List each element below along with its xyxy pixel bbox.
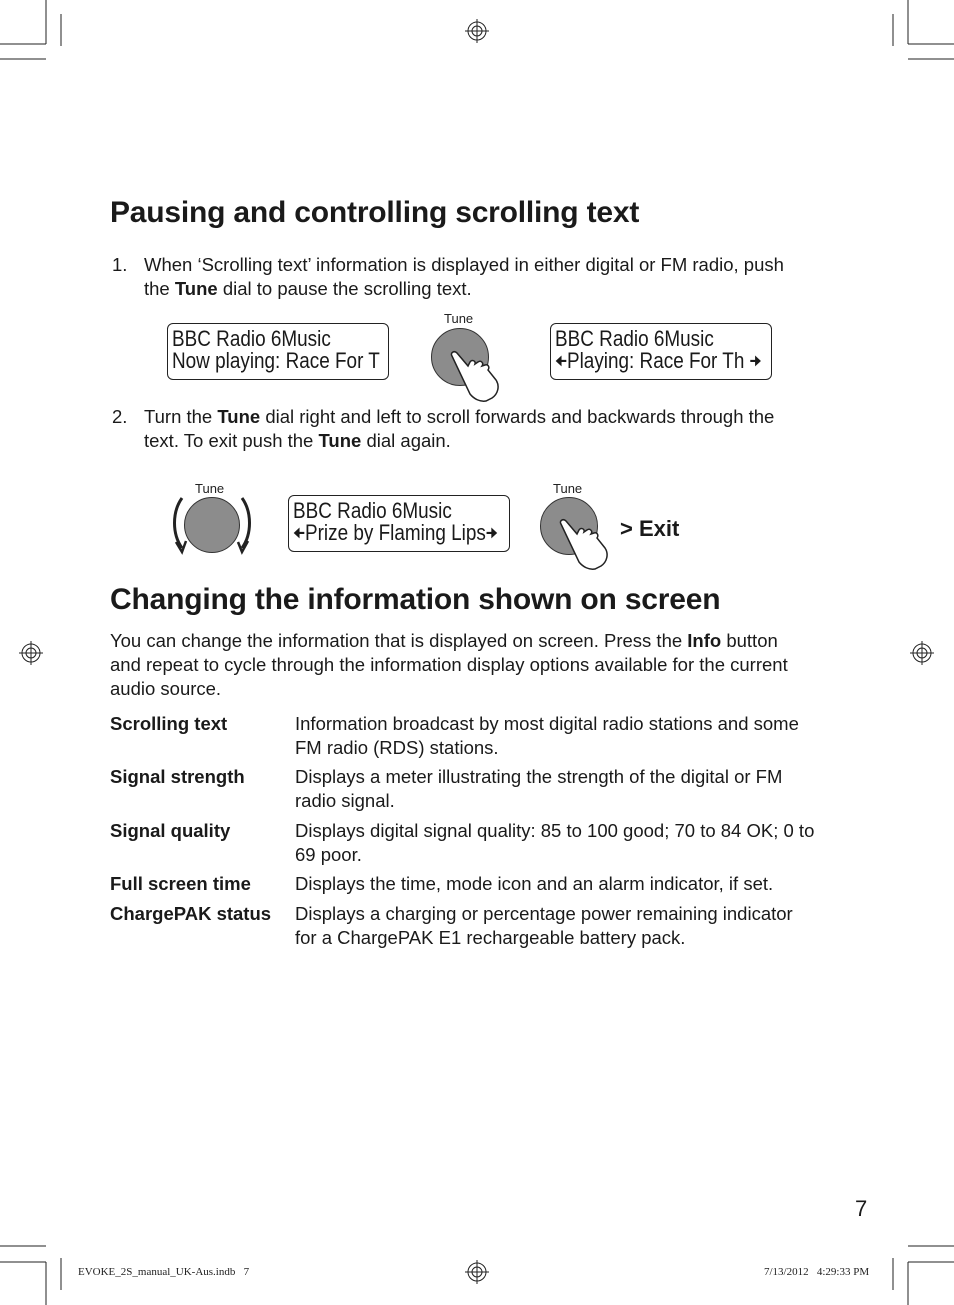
registration-mark-top xyxy=(465,19,489,43)
pressing-hand-icon xyxy=(448,350,504,402)
registration-mark-bottom xyxy=(465,1260,489,1284)
arrow-right-icon: 🠊 xyxy=(485,525,498,543)
section-title-changing-info: Changing the information shown on screen xyxy=(110,583,721,616)
tune-label: Tune xyxy=(444,311,474,326)
registration-mark-right xyxy=(910,641,934,665)
option-term: ChargePAK status xyxy=(110,903,272,924)
option-term: Full screen time xyxy=(110,873,251,894)
option-term: Scrolling text xyxy=(110,713,228,734)
lcd-display-scrolling: BBC Radio 6Music 🠈Prize by Flaming Lips🠊 xyxy=(288,495,510,552)
arrow-right-icon: 🠊 xyxy=(749,353,762,371)
intro-paragraph: You can change the information that is displayed on screen. Press the Info button and repeat to cycle through the information display options available for the current audio source. xyxy=(110,630,788,699)
tune-label: Tune xyxy=(553,481,583,496)
option-description: Displays the time, mode icon and an alarm indicator, if set. xyxy=(295,873,774,894)
footer-timestamp: 7/13/2012 4:29:33 PM xyxy=(764,1266,870,1278)
option-description: Displays a charging or percentage power remaining indicator for a ChargePAK E1 rechargeable battery pack. xyxy=(295,903,793,948)
footer-filename: EVOKE_2S_manual_UK-Aus.indb 7 xyxy=(78,1266,250,1278)
step-number: 1. xyxy=(112,254,128,275)
option-description: Displays a meter illustrating the strength of the digital or FM radio signal. xyxy=(295,766,783,811)
pressing-hand-icon xyxy=(557,518,613,570)
exit-label: > Exit xyxy=(620,516,680,541)
section-title-pausing: Pausing and controlling scrolling text xyxy=(110,196,640,229)
arrow-left-icon: 🠈 xyxy=(293,525,305,543)
option-term: Signal quality xyxy=(110,820,231,841)
option-description: Displays digital signal quality: 85 to 100 good; 70 to 84 OK; 0 to 69 poor. xyxy=(295,820,815,865)
arrow-left-icon: 🠈 xyxy=(555,353,567,371)
step-2-text: Turn the Tune dial right and left to scroll forwards and backwards through the text. To exit push the Tune dial again. xyxy=(144,406,775,451)
lcd-display-paused: BBC Radio 6Music 🠈Playing: Race For Th 🠊 xyxy=(550,323,772,380)
lcd-display-now-playing: BBC Radio 6Music Now playing: Race For T xyxy=(167,323,389,380)
registration-mark-left xyxy=(19,641,43,665)
option-description: Information broadcast by most digital radio stations and some FM radio (RDS) stations. xyxy=(295,713,799,758)
step-number: 2. xyxy=(112,406,128,427)
rotate-arrows-icon xyxy=(168,488,256,558)
tune-label: Tune xyxy=(195,481,225,496)
step-1-text: When ‘Scrolling text’ information is displayed in either digital or FM radio, push the Tune dial to pause the scrolling text. xyxy=(144,254,784,299)
page-number: 7 xyxy=(855,1196,868,1221)
option-term: Signal strength xyxy=(110,766,245,787)
